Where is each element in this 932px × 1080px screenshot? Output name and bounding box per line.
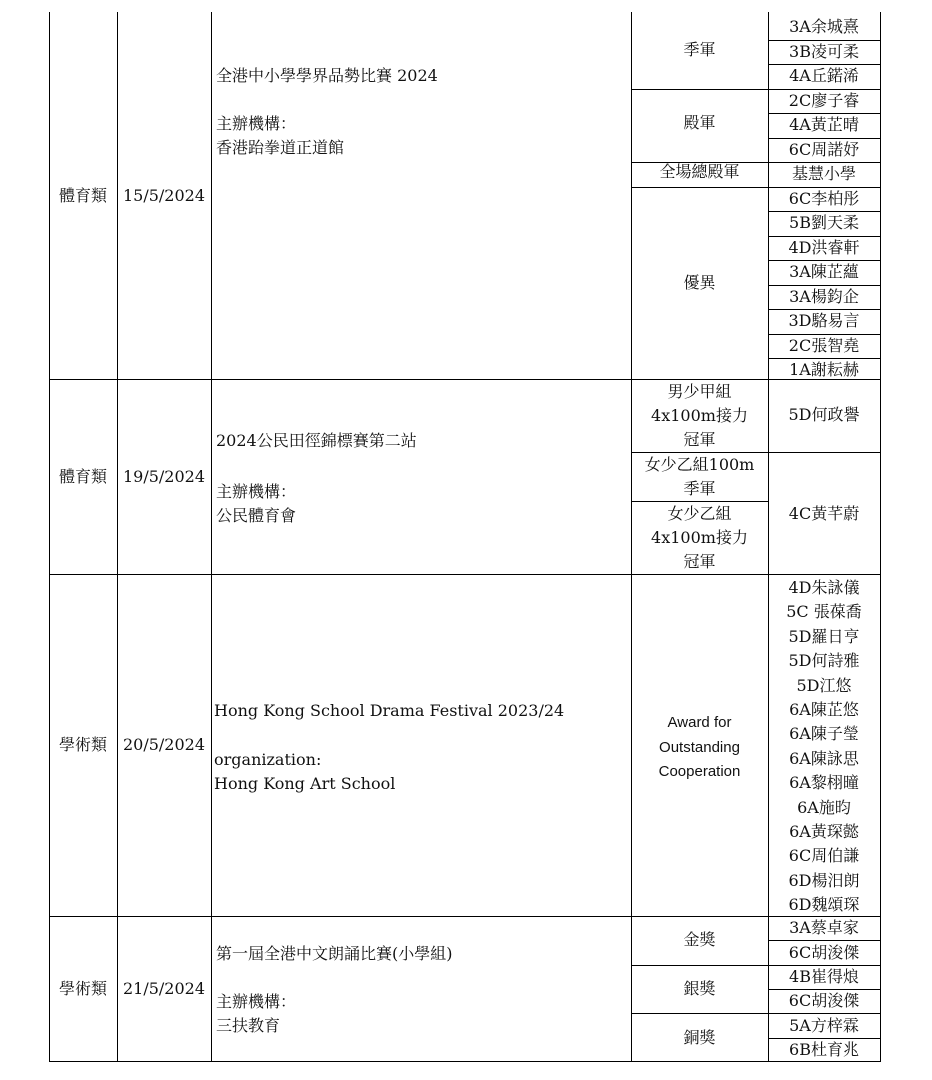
student-name: 3A蔡卓家 <box>789 918 859 938</box>
student-name: 基慧小學 <box>791 164 856 184</box>
student-name: 5B劉天柔 <box>789 213 859 233</box>
student-name: 4A丘鍩浠 <box>789 66 859 86</box>
award-label: 男少甲組 <box>667 381 732 401</box>
organizer-label: organization: <box>214 750 322 769</box>
organizer-label: 主辦機構： <box>216 482 297 501</box>
date-event-divider <box>211 12 212 1062</box>
student-name: 4D朱詠儀 <box>788 578 860 597</box>
event-title: 2024公民田徑錦標賽第二站 <box>216 431 417 450</box>
student-name: 4C黃芊蔚 <box>788 504 860 523</box>
award-label: 季軍 <box>683 478 716 498</box>
award-label: 銀獎 <box>683 979 716 999</box>
award-label: 銅獎 <box>683 1027 716 1047</box>
event-title: Hong Kong School Drama Festival 2023/24 <box>214 701 565 720</box>
student-name: 3A陳芷蘊 <box>789 262 859 282</box>
student-name: 6C胡浚傑 <box>788 942 860 962</box>
award-label: Award for <box>667 714 732 731</box>
student-name: 3A楊鈞企 <box>789 286 859 306</box>
event-title: 第一屆全港中文朗誦比賽(小學組) <box>216 944 453 963</box>
organizer-name: 三扶教育 <box>216 1016 281 1035</box>
student-name: 6A陳詠思 <box>789 748 859 768</box>
student-name: 3B凌可柔 <box>789 41 859 61</box>
student-name: 5C 張葆喬 <box>786 602 862 622</box>
student-name: 6D楊汨朗 <box>788 870 860 890</box>
event-date: 15/5/2024 <box>122 185 206 205</box>
event-category: 體育類 <box>58 466 107 486</box>
student-name: 6A黎栩曈 <box>789 773 859 793</box>
award-label: 殿軍 <box>683 113 716 133</box>
event-date: 20/5/2024 <box>122 735 206 754</box>
student-name: 6C李柏彤 <box>788 188 860 208</box>
student-name: 2C廖子睿 <box>788 90 860 110</box>
student-name: 6C胡浚傑 <box>788 991 860 1011</box>
organizer-label: 主辦機構： <box>216 992 297 1011</box>
student-name: 5D羅日亨 <box>788 626 860 646</box>
award-label: 金獎 <box>683 930 716 950</box>
award-label: 女少乙組 <box>667 503 732 523</box>
event-category: 學術類 <box>58 979 107 998</box>
award-label: 冠軍 <box>683 551 716 571</box>
student-name: 5D何詩雅 <box>788 651 860 671</box>
event-row-divider <box>49 574 880 575</box>
category-date-divider <box>117 12 118 1062</box>
student-name: 6A施昀 <box>797 797 851 817</box>
student-name: 2C張智堯 <box>788 335 860 355</box>
student-name: 3D駱易言 <box>788 311 860 331</box>
award-label: 優異 <box>683 272 716 292</box>
organizer-name: Hong Kong Art School <box>214 774 396 793</box>
organizer-name: 公民體育會 <box>216 506 297 525</box>
student-name: 5D何政譽 <box>788 405 860 424</box>
event-title: 全港中小學學界品勢比賽 2024 <box>216 66 438 85</box>
student-name: 6A陳芷悠 <box>789 700 859 719</box>
student-name: 4B崔得烺 <box>789 966 859 986</box>
event-category: 學術類 <box>58 735 107 754</box>
award-label: 全場總殿軍 <box>659 162 740 182</box>
event-date: 21/5/2024 <box>122 979 206 998</box>
student-name: 1A謝耘赫 <box>789 360 859 380</box>
student-name: 3A余城熹 <box>789 17 859 37</box>
student-name: 6B杜育兆 <box>789 1039 859 1059</box>
award-label: 女少乙組100m <box>644 454 755 474</box>
award-label: 4x100m接力 <box>651 405 748 425</box>
event-date: 19/5/2024 <box>122 466 206 486</box>
student-name: 6C周諾妤 <box>788 139 860 159</box>
organizer-name: 香港跆拳道正道館 <box>216 138 345 157</box>
student-name: 6A黃琛懿 <box>789 822 859 841</box>
student-name: 5A方梓霖 <box>789 1015 859 1035</box>
student-name: 5D江悠 <box>796 675 852 695</box>
award-label: 季軍 <box>683 39 716 59</box>
student-name: 4D洪睿軒 <box>788 237 860 257</box>
event-row-divider <box>49 916 880 917</box>
award-label: Cooperation <box>658 763 741 780</box>
award-label: 4x100m接力 <box>651 527 748 547</box>
award-label: Outstanding <box>659 738 740 756</box>
student-row-divider <box>768 452 880 453</box>
award-label: 冠軍 <box>683 429 716 449</box>
student-name: 6C周伯謙 <box>788 846 860 866</box>
student-name: 6A陳子瑩 <box>789 724 859 744</box>
event-category: 體育類 <box>58 185 107 205</box>
student-name: 4A黃芷晴 <box>789 115 859 135</box>
organizer-label: 主辦機構： <box>216 114 297 133</box>
student-name: 6D魏頌琛 <box>788 895 860 915</box>
